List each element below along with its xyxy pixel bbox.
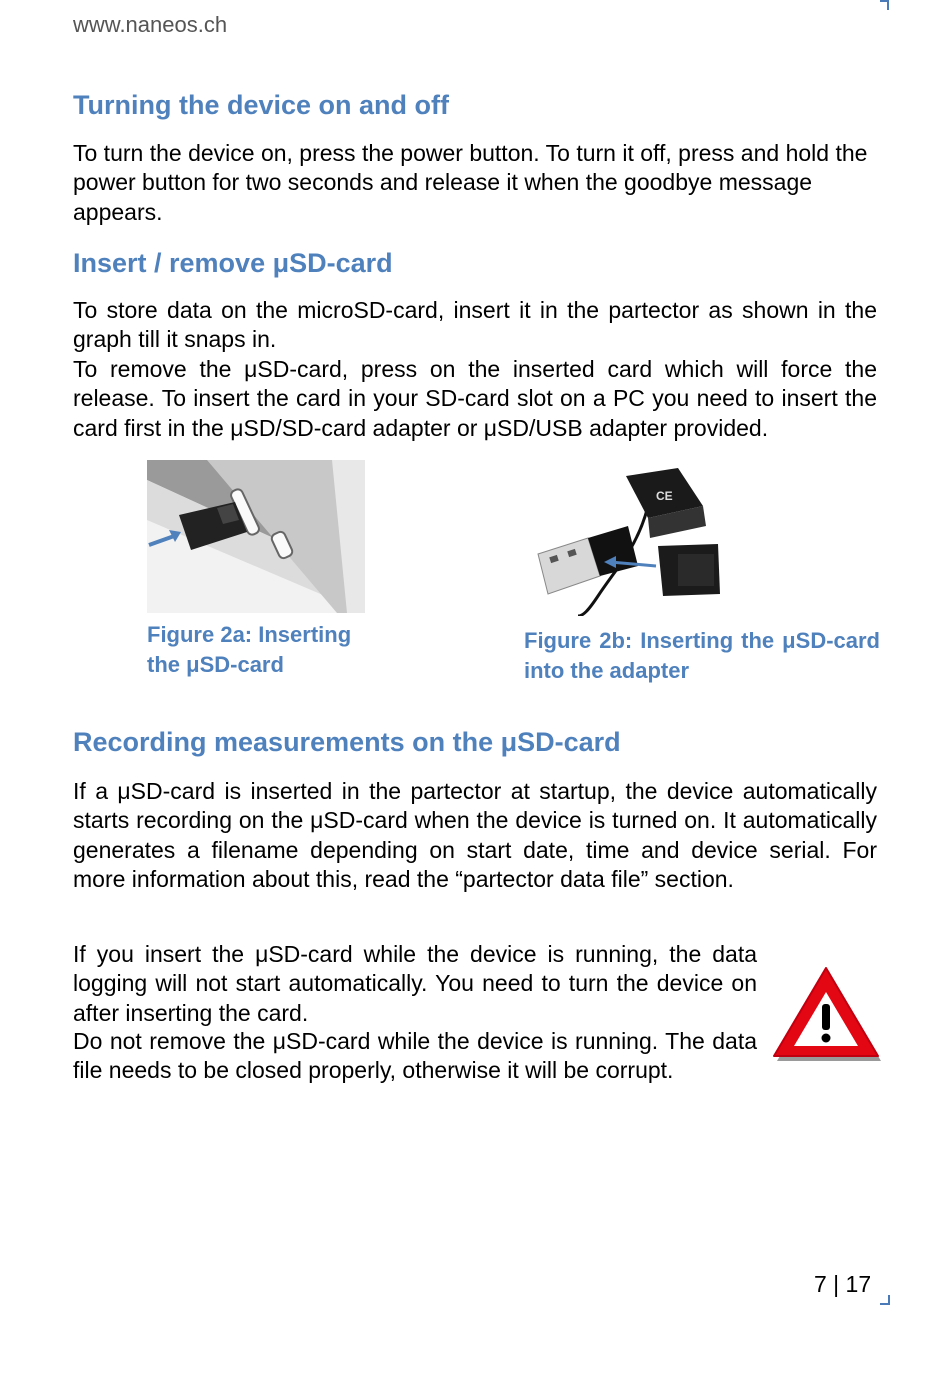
figure-2b-image [528, 466, 724, 616]
caption-figure-2a: Figure 2a: Inserting the μSD-card [147, 622, 352, 677]
figure-2a-image [147, 460, 365, 613]
paragraph-running-insert: If you insert the μSD-card while the device is running, the data logging will not start automatically. You need to turn the device on after inserting the card. [73, 941, 757, 1026]
page-number: 7 | 17 [814, 1271, 872, 1297]
paragraph-insert: To store data on the microSD-card, insert it in the partector as shown in the graph till it snaps in. [73, 297, 877, 353]
corner-mark-bottom [880, 1295, 890, 1305]
heading-insert-remove: Insert / remove μSD-card [73, 248, 393, 278]
caption-figure-2b: Figure 2b: Inserting the μSD-card into the adapter [524, 628, 880, 683]
paragraph-recording: If a μSD-card is inserted in the partector at startup, the device automatically starts recording on the μSD-card when the device is turned on. It automatically generates a filename depending on start date, time and device serial. For more information about this, read the “partector data file” section. [73, 778, 877, 892]
device-card-slot-photo [147, 460, 365, 613]
warning-triangle-icon [770, 964, 882, 1064]
site-url: www.naneos.ch [73, 12, 228, 37]
heading-recording: Recording measurements on the μSD-card [73, 727, 621, 757]
paragraph-remove: To remove the μSD-card, press on the inserted card which will force the release. To insert the card in your SD-card slot on a PC you need to insert the card first in the μSD/SD-card adapter or μSD/USB adapter provided. [73, 356, 877, 441]
paragraph-power: To turn the device on, press the power button. To turn it off, press and hold the power button for two seconds and release it when the goodbye message appears. [73, 140, 868, 225]
svg-text:CE: CE [656, 489, 673, 503]
usb-adapter-photo [528, 466, 724, 616]
heading-turning-on-off: Turning the device on and off [73, 90, 449, 120]
corner-mark-top [880, 0, 889, 10]
paragraph-do-not-remove: Do not remove the μSD-card while the device is running. The data file needs to be closed properly, otherwise it will be corrupt. [73, 1028, 757, 1084]
